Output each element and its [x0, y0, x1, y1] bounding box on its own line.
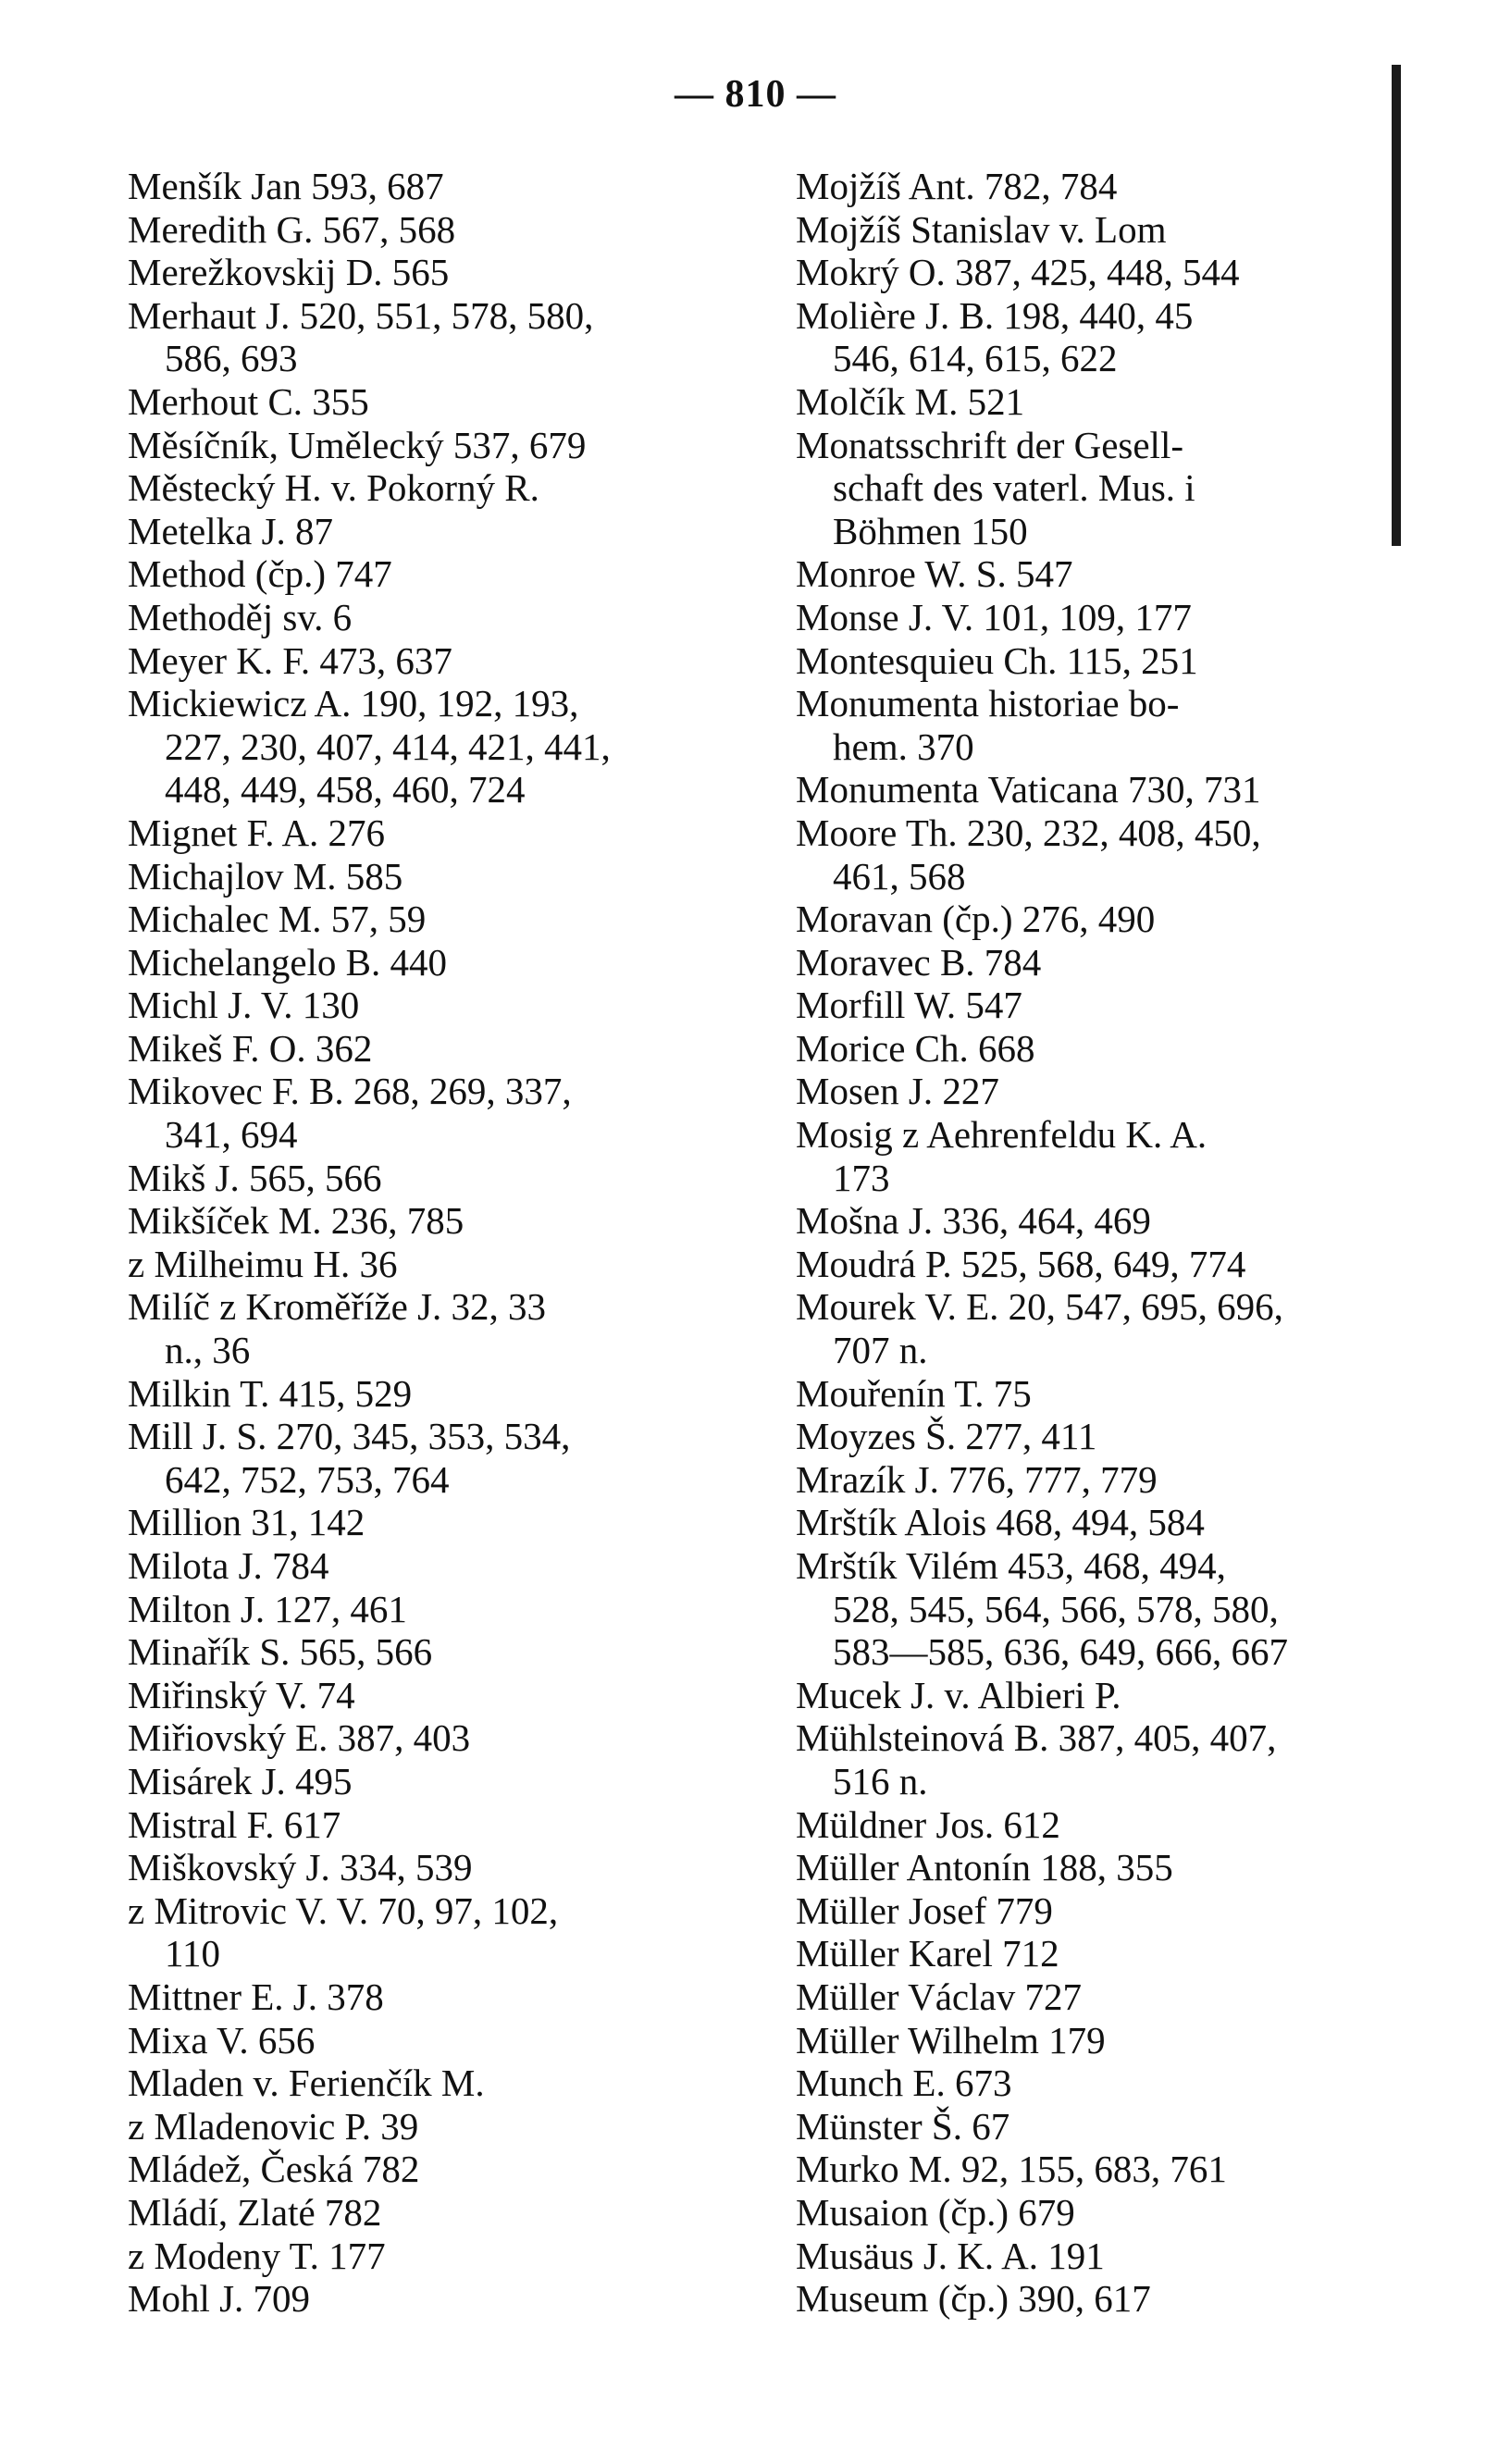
index-entry-continuation: hem. 370: [833, 724, 974, 768]
index-entry: Menšík Jan 593, 687: [128, 165, 444, 207]
index-entry: Mill J. S. 270, 345, 353, 534,: [128, 1415, 571, 1458]
index-entry-continuation: 448, 449, 458, 460, 724: [165, 768, 526, 811]
index-entry: Molière J. B. 198, 440, 45: [796, 293, 1194, 337]
index-entry: Miškovský J. 334, 539: [128, 1846, 473, 1889]
index-entry: Mošna J. 336, 464, 469: [796, 1199, 1151, 1243]
index-entry: z Mitrovic V. V. 70, 97, 102,: [128, 1888, 559, 1932]
index-entry: z Mladenovic P. 39: [128, 2104, 419, 2148]
index-entry: Mignet F. A. 276: [128, 811, 386, 854]
index-entry: Museum (čp.) 390, 617: [796, 2277, 1151, 2321]
index-entry: Miřinský V. 74: [128, 1673, 355, 1716]
index-entry: Müller Karel 712: [796, 1932, 1059, 1975]
index-entry: Mucek J. v. Albieri P.: [796, 1673, 1121, 1716]
index-entry: z Milheimu H. 36: [128, 1242, 398, 1285]
index-entry: Milkin T. 415, 529: [128, 1371, 413, 1415]
index-entry: Mrazík J. 776, 777, 779: [796, 1457, 1158, 1501]
index-entry: Moravan (čp.) 276, 490: [796, 898, 1156, 941]
index-entry: Mikeš F. O. 362: [128, 1026, 373, 1070]
index-entry: Mühlsteinová B. 387, 405, 407,: [796, 1716, 1277, 1760]
index-entry: Müller Wilhelm 179: [796, 2018, 1106, 2062]
index-entry: Merhaut J. 520, 551, 578, 580,: [128, 293, 594, 337]
index-entry-continuation: 707 n.: [833, 1329, 928, 1372]
index-entry: Montesquieu Ch. 115, 251: [796, 638, 1198, 682]
index-entry: Müldner Jos. 612: [796, 1802, 1060, 1846]
index-entry: Mohl J. 709: [128, 2277, 311, 2321]
index-entry: z Modeny T. 177: [128, 2234, 386, 2277]
index-entry: Miřiovský E. 387, 403: [128, 1716, 471, 1760]
index-entry: Mladen v. Ferienčík M.: [128, 2062, 485, 2105]
index-entry-continuation: 583—585, 636, 649, 666, 667: [833, 1630, 1288, 1674]
index-entry-continuation: 516 n.: [833, 1759, 928, 1802]
index-entry: Müller Antonín 188, 355: [796, 1846, 1173, 1889]
index-entry: Mosig z Aehrenfeldu K. A.: [796, 1113, 1208, 1157]
index-entry: Monroe W. S. 547: [796, 552, 1073, 596]
index-entry: Mikš J. 565, 566: [128, 1156, 382, 1199]
index-entry: Monatsschrift der Gesell-: [796, 423, 1183, 466]
index-entry: Mosen J. 227: [796, 1070, 999, 1113]
index-entry: Munch E. 673: [796, 2062, 1012, 2105]
index-entry-continuation: 642, 752, 753, 764: [165, 1457, 450, 1501]
index-entry: Moravec B. 784: [796, 940, 1042, 984]
index-entry: Městecký H. v. Pokorný R.: [128, 466, 539, 510]
index-entry-continuation: 528, 545, 564, 566, 578, 580,: [833, 1587, 1279, 1630]
index-entry: Müller Václav 727: [796, 1975, 1082, 2018]
index-entry: Misárek J. 495: [128, 1759, 353, 1802]
index-entry: Morfill W. 547: [796, 984, 1022, 1027]
index-entry: Methoděj sv. 6: [128, 595, 353, 638]
index-entry: Mrštík Vilém 453, 468, 494,: [796, 1544, 1226, 1587]
index-entry: Měsíčník, Umělecký 537, 679: [128, 423, 587, 466]
index-entry-continuation: 546, 614, 615, 622: [833, 337, 1118, 380]
index-entry: Mládež, Česká 782: [128, 2148, 420, 2191]
index-entry: Mouřenín T. 75: [796, 1371, 1032, 1415]
index-entry: Monumenta historiae bo-: [796, 682, 1180, 725]
index-entry: Michalec M. 57, 59: [128, 898, 427, 941]
index-entry: Meyer K. F. 473, 637: [128, 638, 452, 682]
index-entry: Moudrá P. 525, 568, 649, 774: [796, 1242, 1246, 1285]
index-entry: Merhout C. 355: [128, 379, 369, 423]
index-entry-continuation: 341, 694: [165, 1113, 298, 1157]
index-entry: Meredith G. 567, 568: [128, 207, 456, 251]
index-entry: Milíč z Kroměříže J. 32, 33: [128, 1285, 547, 1329]
index-entry: Mokrý O. 387, 425, 448, 544: [796, 251, 1240, 294]
index-entry-continuation: 461, 568: [833, 854, 966, 898]
index-entry: Method (čp.) 747: [128, 552, 392, 596]
index-entry-continuation: Böhmen 150: [833, 509, 1028, 552]
index-entry: Milton J. 127, 461: [128, 1587, 407, 1630]
index-entry: Münster Š. 67: [796, 2104, 1010, 2148]
index-entry-continuation: schaft des vaterl. Mus. i: [833, 466, 1195, 510]
index-entry: Monse J. V. 101, 109, 177: [796, 595, 1192, 638]
index-entry: Monumenta Vaticana 730, 731: [796, 768, 1261, 811]
index-entry: Mixa V. 656: [128, 2018, 316, 2062]
index-entry: Mikšíček M. 236, 785: [128, 1199, 464, 1243]
index-entry: Moore Th. 230, 232, 408, 450,: [796, 811, 1261, 854]
index-entry: Morice Ch. 668: [796, 1026, 1035, 1070]
index-entry: Milota J. 784: [128, 1544, 329, 1587]
index-entry: Michajlov M. 585: [128, 854, 403, 898]
index-entry: Metelka J. 87: [128, 509, 334, 552]
index-entry: Merežkovskij D. 565: [128, 251, 450, 294]
index-entry: Million 31, 142: [128, 1501, 365, 1544]
index-entry: Mojžíš Stanislav v. Lom: [796, 207, 1167, 251]
index-entry-continuation: 110: [165, 1932, 220, 1975]
index-entry: Mrštík Alois 468, 494, 584: [796, 1501, 1205, 1544]
index-entry: Musäus J. K. A. 191: [796, 2234, 1105, 2277]
index-entry-continuation: 173: [833, 1156, 890, 1199]
index-entry-continuation: n., 36: [165, 1329, 251, 1372]
index-entry: Mickiewicz A. 190, 192, 193,: [128, 682, 579, 725]
index-entry-continuation: 586, 693: [165, 337, 298, 380]
index-column-left: [128, 165, 766, 2321]
page-number: — 810 —: [675, 73, 836, 116]
index-entry: Musaion (čp.) 679: [796, 2190, 1075, 2234]
index-entry: Minařík S. 565, 566: [128, 1630, 433, 1674]
index-entry: Mládí, Zlaté 782: [128, 2190, 382, 2234]
index-entry: Michl J. V. 130: [128, 984, 360, 1027]
index-entry: Mikovec F. B. 268, 269, 337,: [128, 1070, 572, 1113]
index-entry-continuation: 227, 230, 407, 414, 421, 441,: [165, 724, 611, 768]
index-entry: Mistral F. 617: [128, 1802, 341, 1846]
index-entry: Mojžíš Ant. 782, 784: [796, 165, 1118, 207]
index-entry: Michelangelo B. 440: [128, 940, 448, 984]
index-entry: Mittner E. J. 378: [128, 1975, 384, 2018]
index-entry: Moyzes Š. 277, 411: [796, 1415, 1097, 1458]
index-entry: Murko M. 92, 155, 683, 761: [796, 2148, 1227, 2191]
index-entry: Mourek V. E. 20, 547, 695, 696,: [796, 1285, 1283, 1329]
index-entry: Molčík M. 521: [796, 379, 1025, 423]
index-entry: Müller Josef 779: [796, 1888, 1053, 1932]
index-column-right: [796, 165, 1397, 2321]
